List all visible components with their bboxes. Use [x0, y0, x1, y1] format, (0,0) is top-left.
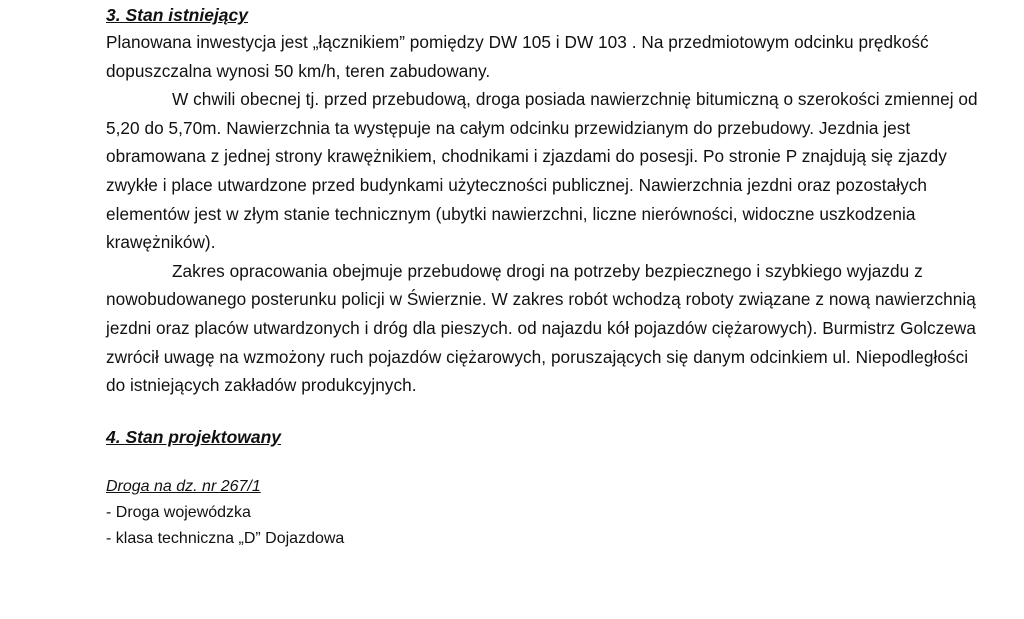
document-page [106, 2, 986, 552]
section-3-heading: 3. Stan istniejący [106, 5, 249, 25]
list-item-technical-class: - klasa techniczna „D” Dojazdowa [106, 529, 345, 547]
section-4-subheading: Droga na dz. nr 267/1 [106, 477, 261, 495]
list-item-road-type: - Droga wojewódzka [106, 503, 251, 521]
section-3-paragraph-2: W chwili obecnej tj. przed przebudową, droga posiada nawierzchnię bitumiczną o szerokości zmiennej od 5,20 do 5,70m. Nawierzchnia ta występuje na całym odcinku przewidzianym do przebudowy. Jezdnia jest obramowana z jednej strony krawężnikiem, chodnikami i zjazdami do posesji. Po stronie P znajdują się zjazdy zwykłe i place utwardzone przed budynkami użyteczności publicznej. Nawierzchnia jezdni oraz pozostałych elementów jest w złym stanie technicznym (ubytki nawierzchni, liczne nierówności, widoczne uszkodzenia krawężników). [106, 89, 978, 253]
section-3-paragraph-3: Zakres opracowania obejmuje przebudowę drogi na potrzeby bezpiecznego i szybkiego wyjazdu z nowobudowanego posterunku policji w Świerznie. W zakres robót wchodzą roboty związane z nową nawierzchnią jezdni oraz placów utwardzonych i dróg dla pieszych. od najazdu kół pojazdów ciężarowych). Burmistrz Golczewa zwrócił uwagę na wzmożony ruch pojazdów ciężarowych, poruszających się danym odcinkiem ul. Niepodległości do istniejących zakładów produkcyjnych. [106, 260, 977, 396]
section-3-paragraph-1: Planowana inwestycja jest „łącznikiem” pomiędzy DW 105 i DW 103 . Na przedmiotowym odcinku prędkość dopuszczalna wynosi 50 km/h, teren zabudowany. [106, 32, 929, 81]
section-4-heading: 4. Stan projektowany [106, 426, 282, 447]
